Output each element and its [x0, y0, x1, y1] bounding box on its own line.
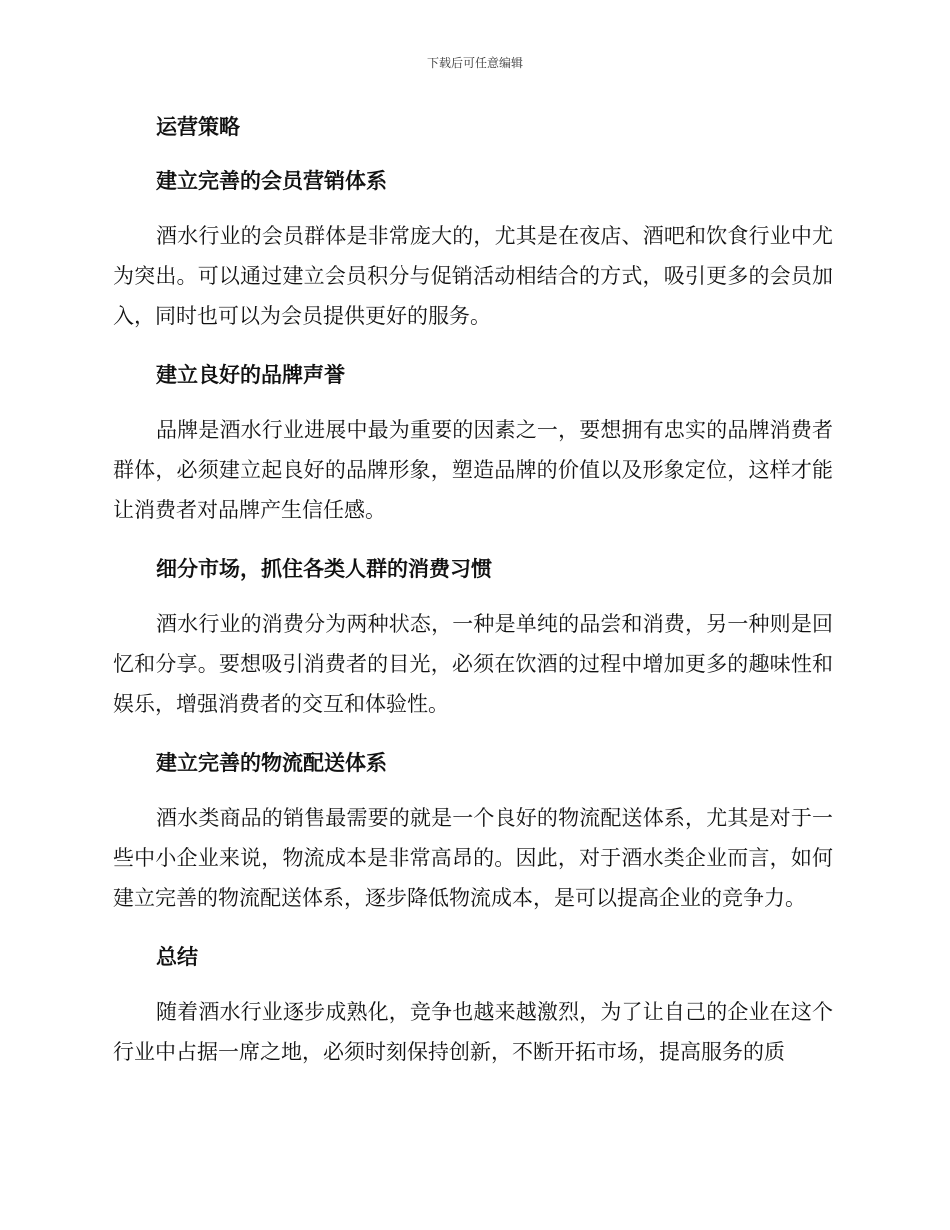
- section-heading: 运营策略: [156, 115, 240, 139]
- section-paragraph: 酒水行业的消费分为两种状态，一种是单纯的品尝和消费，另一种则是回忆和分享。要想吸引消费者的目光，必须在饮酒的过程中增加更多的趣味性和娱乐，增强消费者的交互和体验性。: [113, 612, 833, 716]
- document-body: [113, 112, 833, 1072]
- page-header: 下载后可任意编辑: [426, 56, 523, 70]
- section-paragraph: 随着酒水行业逐步成熟化，竞争也越来越激烈，为了让自己的企业在这个行业中占据一席之地，必须时刻保持创新，不断开拓市场，提高服务的质: [113, 1000, 833, 1064]
- section-paragraph: 品牌是酒水行业进展中最为重要的因素之一，要想拥有忠实的品牌消费者群体，必须建立起良好的品牌形象，塑造品牌的价值以及形象定位，这样才能让消费者对品牌产生信任感。: [113, 418, 833, 522]
- section-heading: 建立完善的物流配送体系: [156, 751, 387, 775]
- section-heading: 细分市场，抓住各类人群的消费习惯: [156, 557, 492, 581]
- section-paragraph: 酒水行业的会员群体是非常庞大的，尤其是在夜店、酒吧和饮食行业中尤为突出。可以通过建立会员积分与促销活动相结合的方式，吸引更多的会员加入，同时也可以为会员提供更好的服务。: [113, 224, 833, 328]
- section-heading: 总结: [156, 945, 198, 969]
- section-heading: 建立良好的品牌声誉: [156, 363, 345, 387]
- section-heading: 建立完善的会员营销体系: [156, 169, 387, 193]
- section-paragraph: 酒水类商品的销售最需要的就是一个良好的物流配送体系，尤其是对于一些中小企业来说，物流成本是非常高昂的。因此，对于酒水类企业而言，如何建立完善的物流配送体系，逐步降低物流成本，是可以提高企业的竞争力。: [113, 806, 833, 910]
